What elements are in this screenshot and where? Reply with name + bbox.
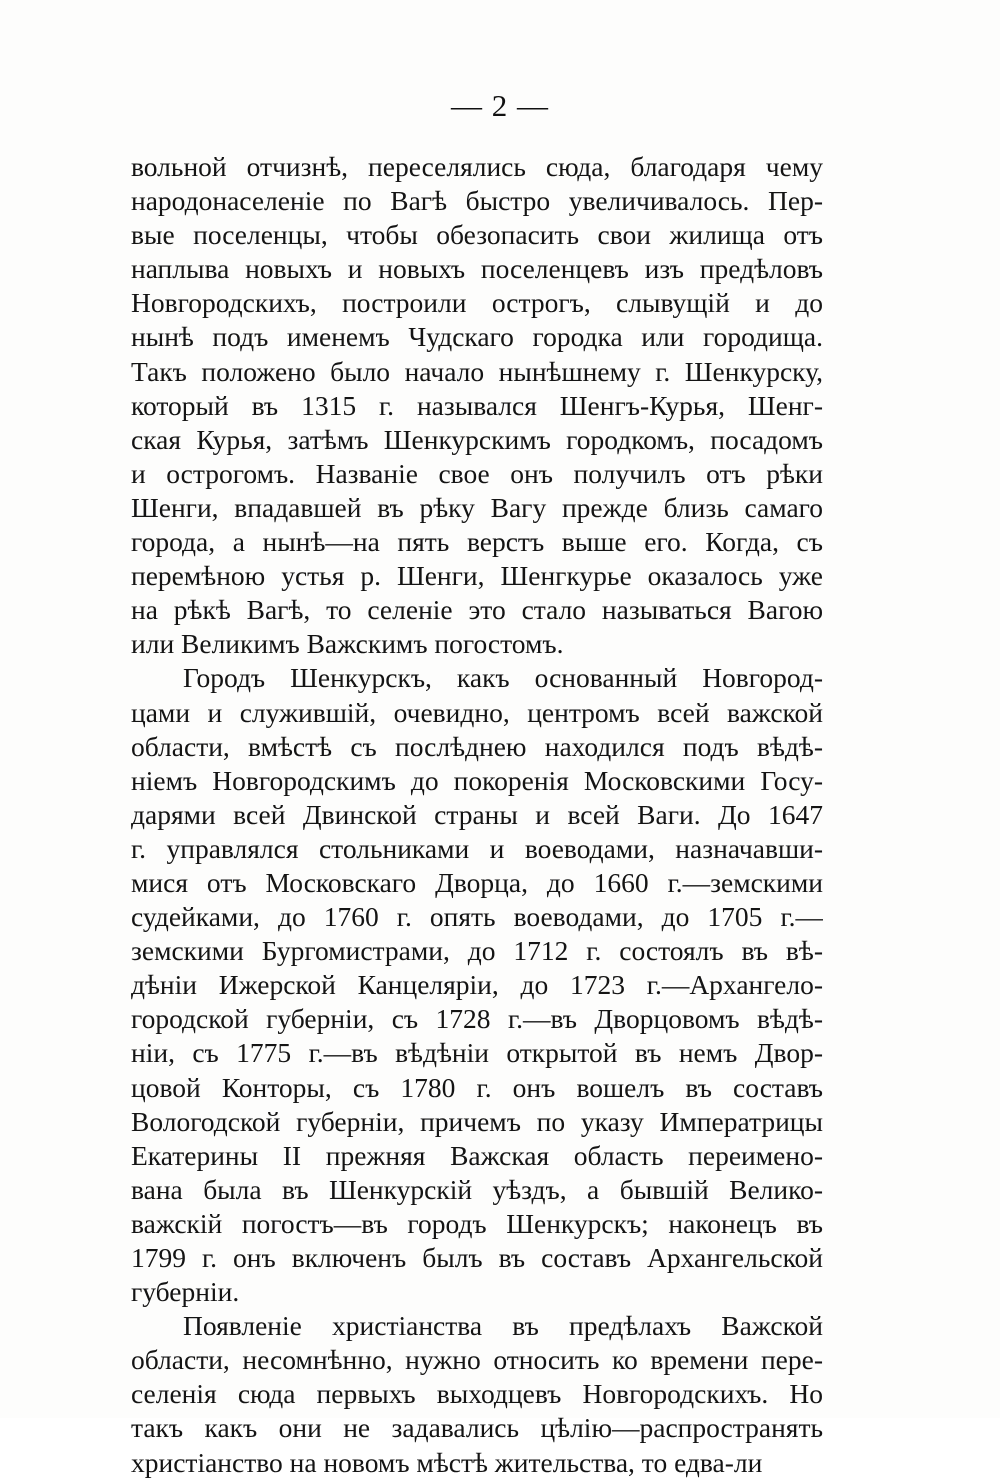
text-line: Вологодской губернiи, причемъ по указу Императрицы <box>131 1105 823 1137</box>
text-line: дарями всей Двинской страны и всей Ваги. До 1647 <box>131 798 823 830</box>
text-line: городской губернiи, съ 1728 г.—въ Дворцовомъ вѣдѣ- <box>131 1003 823 1035</box>
page-number: — 2 — <box>451 88 549 123</box>
text-line: Появленiе христiанства въ предѣлахъ Важской <box>183 1310 823 1342</box>
text-line: и острогомъ. Названiе свое онъ получилъ отъ рѣки <box>131 457 823 489</box>
text-line: который въ 1315 г. назывался Шенгъ-Курья, Шенг- <box>131 389 823 421</box>
text-line: вольной отчизнѣ, переселялись сюда, благодаря чему <box>131 151 823 182</box>
text-line: или Великимъ Важскимъ погостомъ. <box>131 628 564 660</box>
text-line: вые поселенцы, чтобы обезопасить свои жилища отъ <box>131 219 823 251</box>
text-line: г. управлялся стольниками и воеводами, назначавши- <box>131 832 823 864</box>
paragraph <box>131 1309 823 1479</box>
text-line: христiанство на новомъ мѣстѣ жительства, то едва-ли <box>131 1446 763 1478</box>
text-line: перемѣною устья р. Шенги, Шенгкурье оказалось уже <box>131 560 823 592</box>
text-line: нiемъ Новгородскимъ до покоренiя Московскими Госу- <box>131 764 823 796</box>
text-line: на рѣкѣ Вагѣ, то селенiе это стало называться Вагою <box>131 594 823 626</box>
text-line: Новгородскихъ, построили острогъ, слывущiй и до <box>131 287 823 319</box>
text-line: Городъ Шенкурскъ, какъ основанный Новгород- <box>183 662 823 694</box>
paragraph <box>131 661 823 1309</box>
text-line: Екатерины II прежняя Важская область переимено- <box>131 1139 823 1171</box>
text-line: Такъ положено было начало нынѣшнему г. Шенкурску, <box>131 355 823 387</box>
text-line: губернiи. <box>131 1276 240 1308</box>
text-line: цами и служившiй, очевидно, центромъ всей важской <box>131 696 823 728</box>
text-line: мися отъ Московскаго Дворца, до 1660 г.—земскими <box>131 866 823 898</box>
text-line: нiи, съ 1775 г.—въ вѣдѣнiи открытой въ немъ Двор- <box>131 1037 823 1069</box>
text-line: судейками, до 1760 г. опять воеводами, до 1705 г.— <box>131 901 823 933</box>
text-line: земскими Бургомистрами, до 1712 г. состоялъ въ вѣ- <box>131 935 823 967</box>
text-line: ская Курья, затѣмъ Шенкурскимъ городкомъ, посадомъ <box>131 423 823 455</box>
text-line: 1799 г. онъ включенъ былъ въ составъ Архангельской <box>131 1242 823 1273</box>
text-line: цовой Конторы, съ 1780 г. онъ вошелъ въ составъ <box>131 1071 823 1103</box>
text-line: наплыва новыхъ и новыхъ поселенцевъ изъ предѣловъ <box>131 253 823 285</box>
text-line: селенiя сюда первыхъ выходцевъ Новгородскихъ. Но <box>131 1378 823 1410</box>
text-line: народонаселенiе по Вагѣ быстро увеличивалось. Пер- <box>131 185 823 217</box>
text-line: такъ какъ они не задавались цѣлiю—распространять <box>131 1412 823 1444</box>
text-line: вана была въ Шенкурскiй уѣздъ, а бывшiй Велико- <box>131 1173 823 1205</box>
text-line: нынѣ подъ именемъ Чудскаго городка или городища. <box>131 321 823 353</box>
paragraph <box>131 150 823 661</box>
text-line: важскiй погостъ—въ городъ Шенкурскъ; наконецъ въ <box>131 1207 823 1239</box>
text-line: дѣнiи Ижерской Канцелярiи, до 1723 г.—Архангело- <box>131 969 823 1001</box>
body-text <box>131 150 823 1480</box>
text-line: области, несомнѣнно, нужно относить ко времени пере- <box>131 1344 823 1376</box>
text-line: Шенги, впадавшей въ рѣку Вагу прежде близь самаго <box>131 491 823 523</box>
text-line: области, вмѣстѣ съ послѣднею находился подъ вѣдѣ- <box>131 730 823 762</box>
text-line: города, а нынѣ—на пять верстъ выше его. Когда, съ <box>131 526 823 558</box>
